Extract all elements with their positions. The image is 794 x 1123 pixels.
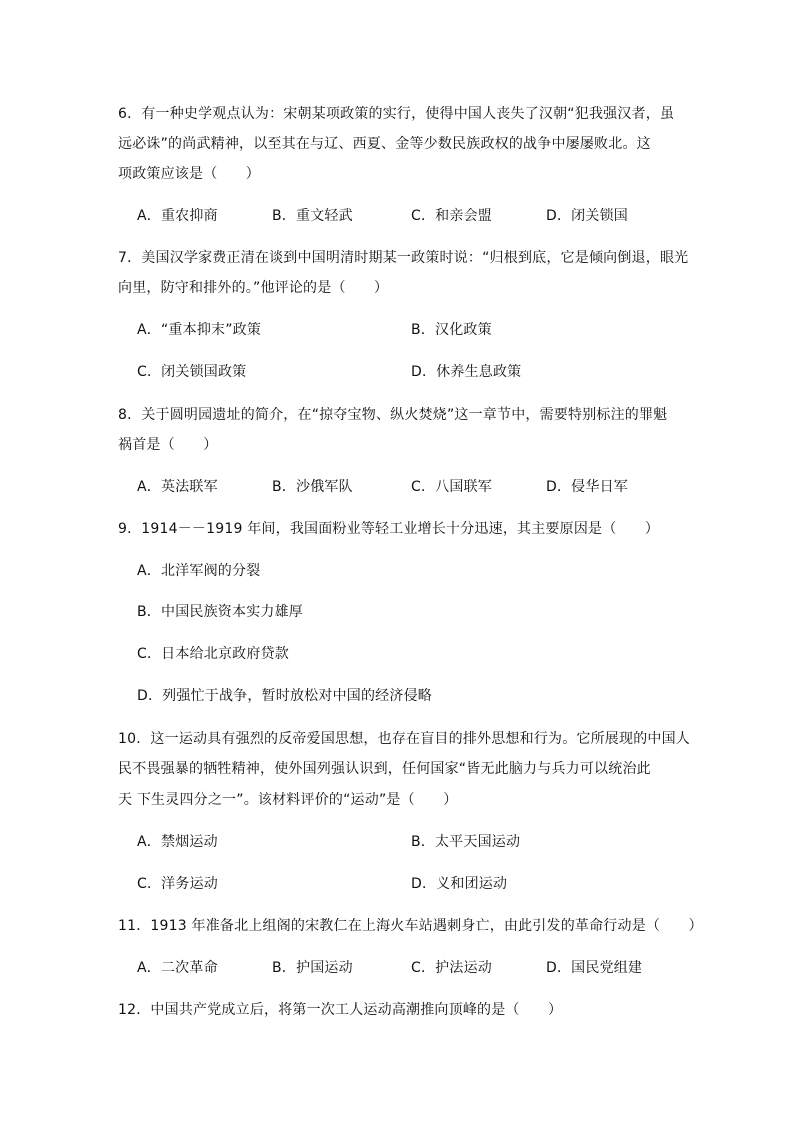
question-10-line-3: 天 下生灵四分之一”。该材料评价的“运动”是（ ） bbox=[118, 792, 458, 808]
question-10-option-a: A．禁烟运动 bbox=[137, 834, 218, 850]
question-7-option-b: B．汉化政策 bbox=[411, 322, 492, 338]
question-8-line-1: 8．关于圆明园遗址的简介，在“掠夺宝物、纵火焚烧”这一章节中，需要特别标注的罪魁 bbox=[118, 407, 668, 423]
question-9-option-d: D．列强忙于战争，暂时放松对中国的经济侵略 bbox=[137, 688, 432, 704]
question-11-line-1: 11．1913 年准备北上组阁的宋教仁在上海火车站遇刺身亡，由此引发的革命行动是（ ） bbox=[118, 918, 703, 934]
question-9-option-c: C．日本给北京政府贷款 bbox=[137, 646, 289, 662]
question-8-option-a: A．英法联军 bbox=[137, 479, 218, 495]
question-8-line-2: 祸首是（ ） bbox=[118, 437, 218, 453]
question-9-line-1: 9．1914－－1919 年间，我国面粉业等轻工业增长十分迅速，其主要原因是（ ） bbox=[118, 521, 660, 537]
question-11-option-d: D．国民党组建 bbox=[546, 960, 643, 976]
question-12-line-1: 12．中国共产党成立后，将第一次工人运动高潮推向顶峰的是（ ） bbox=[118, 1002, 563, 1018]
question-11-option-a: A．二次革命 bbox=[137, 960, 218, 976]
question-10-line-2: 民不畏强暴的牺牲精神，使外国列强认识到，任何国家“皆无此脑力与兵力可以统治此 bbox=[118, 761, 651, 777]
question-6-option-a: A．重农抑商 bbox=[137, 208, 218, 224]
question-6-line-3: 项政策应该是（ ） bbox=[118, 166, 260, 182]
question-10-line-1: 10．这一运动具有强烈的反帝爱国思想，也存在盲目的排外思想和行为。它所展现的中国人 bbox=[118, 731, 691, 747]
question-9-option-b: B．中国民族资本实力雄厚 bbox=[137, 604, 304, 620]
question-6-line-1: 6．有一种史学观点认为：宋朝某项政策的实行，使得中国人丧失了汉朝“犯我强汉者，虽 bbox=[118, 106, 675, 122]
question-6-line-2: 远必诛”的尚武精神，以至其在与辽、西夏、金等少数民族政权的战争中屡屡败北。这 bbox=[118, 136, 651, 152]
question-10-option-b: B．太平天国运动 bbox=[411, 834, 521, 850]
question-9-option-a: A．北洋军阀的分裂 bbox=[137, 563, 261, 579]
question-7-line-1: 7．美国汉学家费正清在谈到中国明清时期某一政策时说：“归根到底，它是倾向倒退，眼光 bbox=[118, 250, 689, 266]
question-10-option-c: C．洋务运动 bbox=[137, 876, 218, 892]
question-7-option-d: D．休养生息政策 bbox=[411, 364, 522, 380]
question-6-option-d: D．闭关锁国 bbox=[546, 208, 628, 224]
question-10-option-d: D．义和团运动 bbox=[411, 876, 508, 892]
question-7-option-c: C．闭关锁国政策 bbox=[137, 364, 247, 380]
question-6-option-c: C．和亲会盟 bbox=[411, 208, 492, 224]
question-6-option-b: B．重文轻武 bbox=[272, 208, 353, 224]
question-8-option-b: B．沙俄军队 bbox=[272, 479, 353, 495]
question-8-option-c: C．八国联军 bbox=[411, 479, 492, 495]
question-11-option-c: C．护法运动 bbox=[411, 960, 492, 976]
question-8-option-d: D．侵华日军 bbox=[546, 479, 628, 495]
question-7-line-2: 向里，防守和排外的。”他评论的是（ ） bbox=[118, 280, 389, 296]
question-7-option-a: A．“重本抑末”政策 bbox=[137, 322, 262, 338]
question-11-option-b: B．护国运动 bbox=[272, 960, 353, 976]
